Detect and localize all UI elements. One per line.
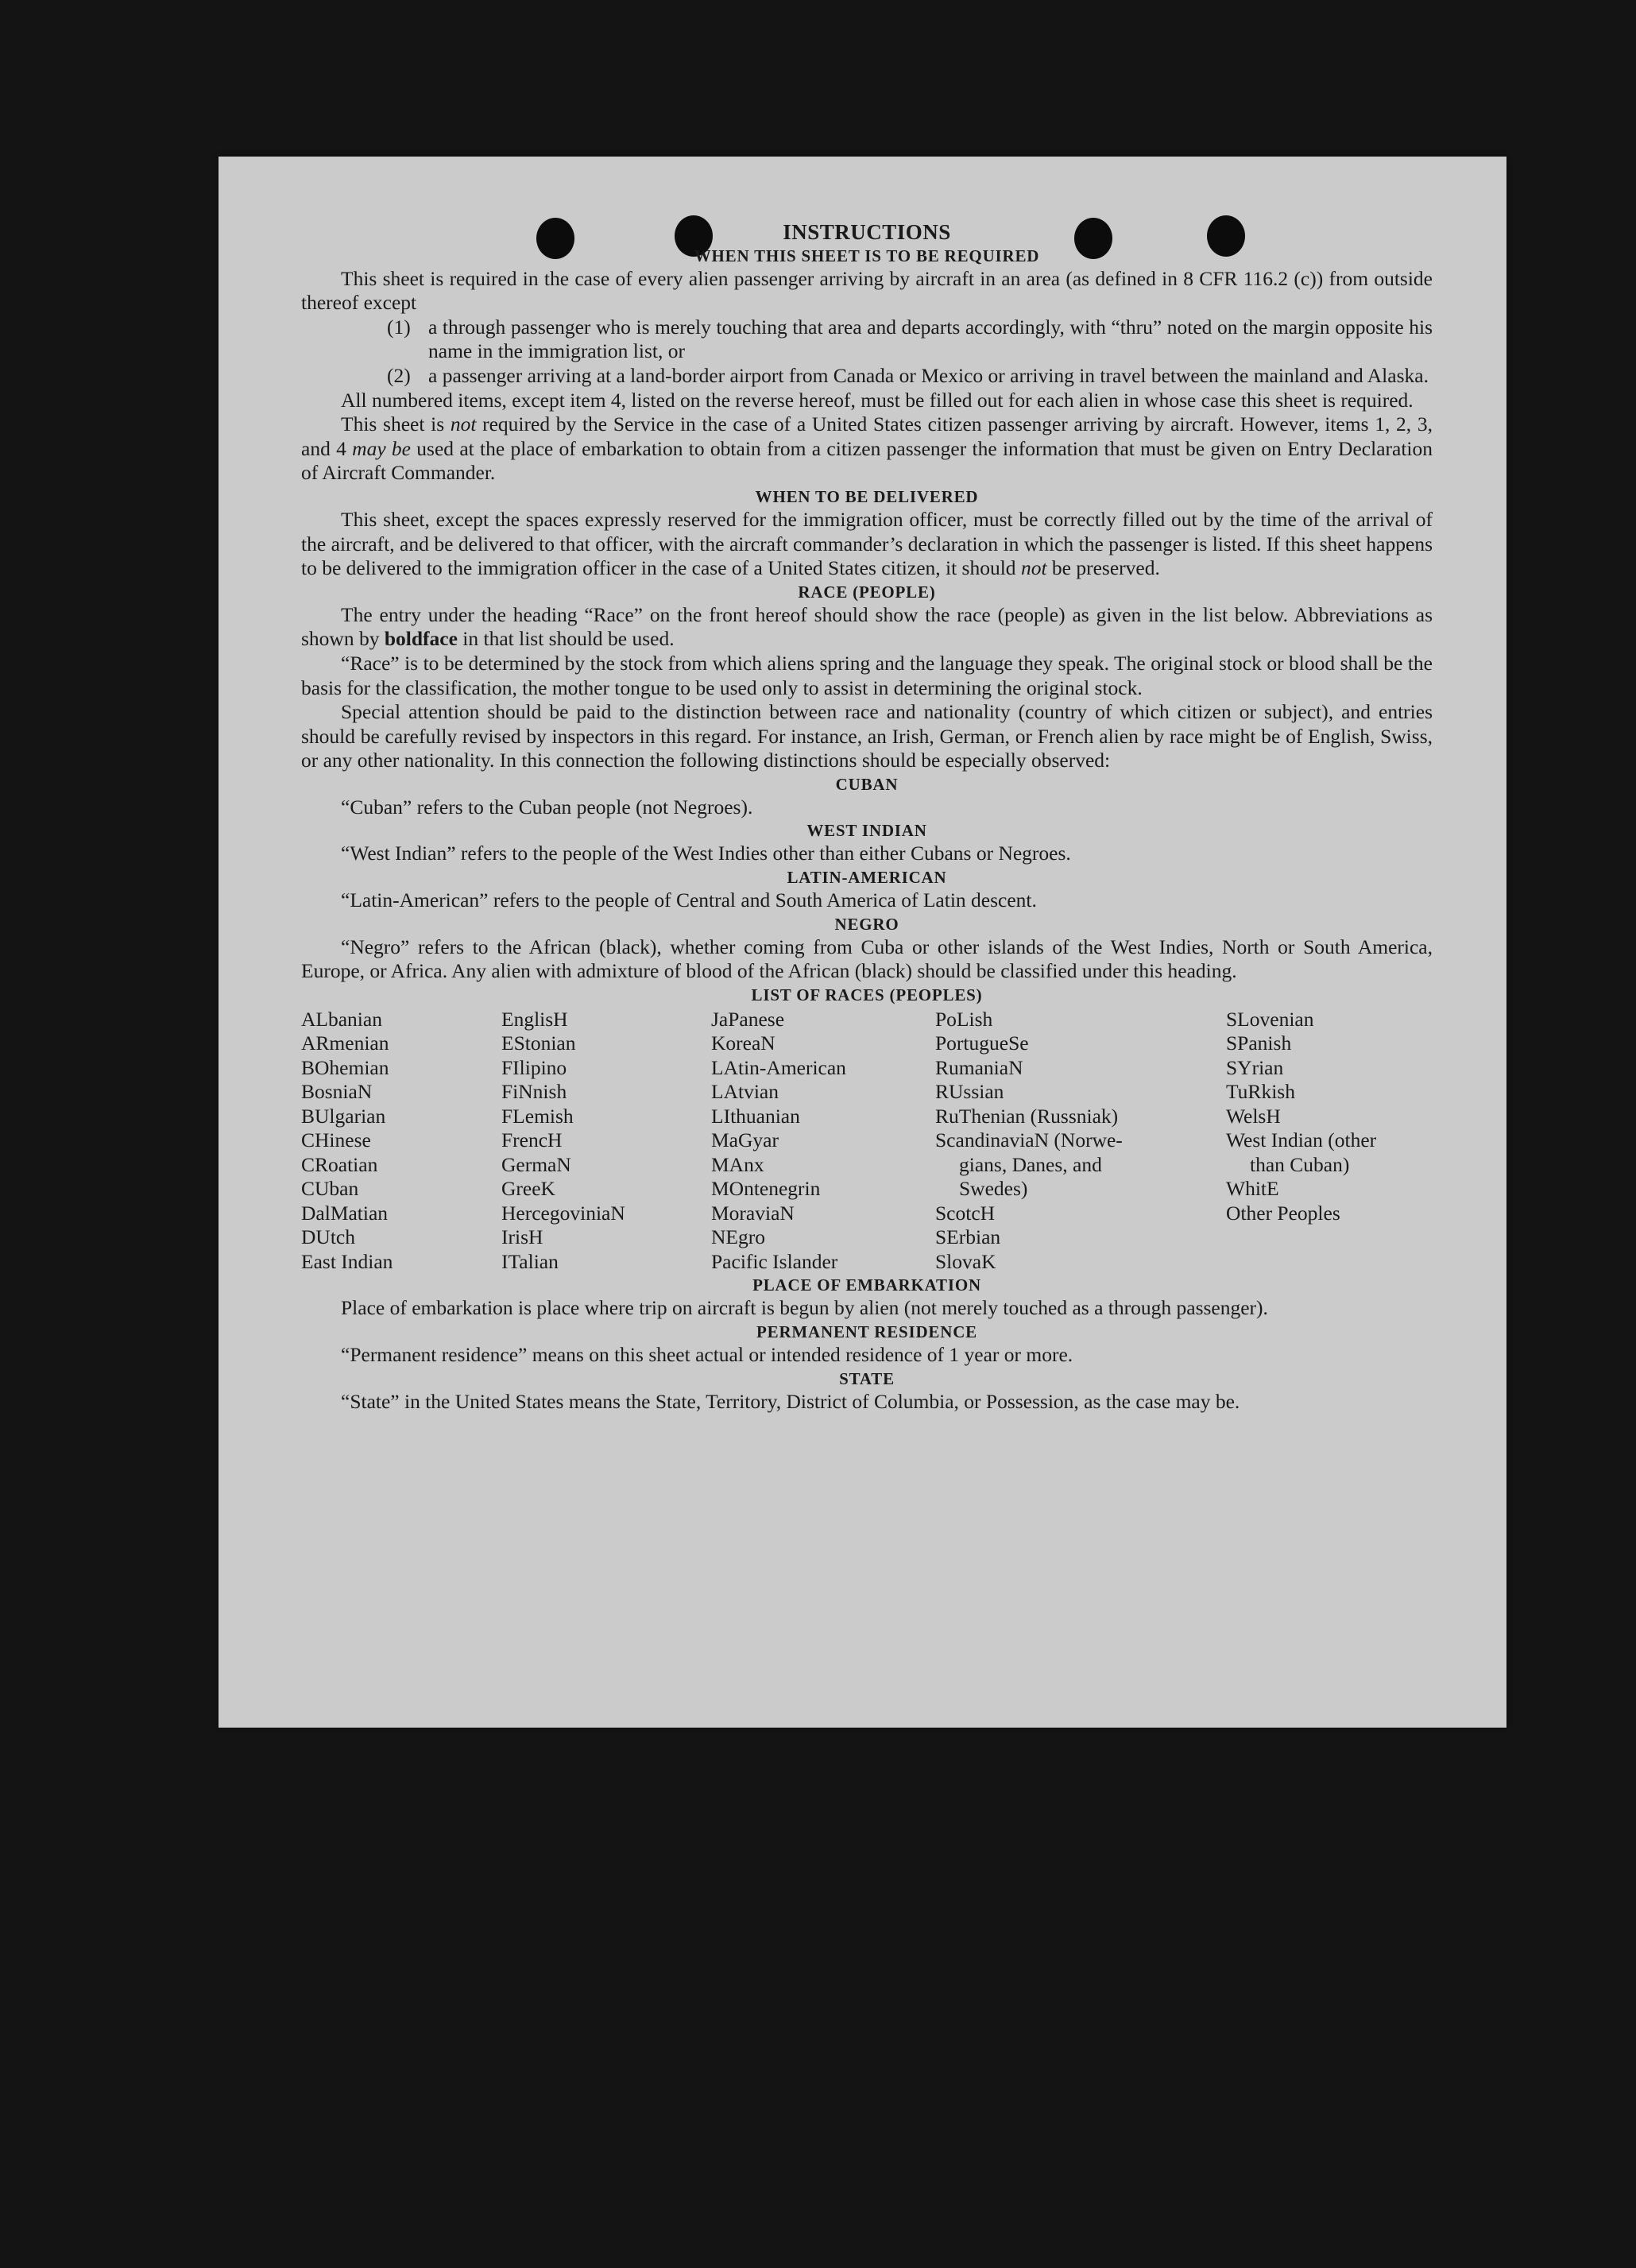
- race-entry: BOhemian: [301, 1055, 389, 1079]
- document-sheet: [219, 157, 1506, 1728]
- race-paragraph: The entry under the heading “Race” on the front hereof should show the race (people) as given in the list below. Abbreviations as shown by boldface in that list should be used.: [301, 602, 1433, 651]
- races-column: [1226, 1008, 1433, 1275]
- race-entry: BUlgarian: [301, 1104, 386, 1128]
- race-entry: RuThenian (Russniak): [935, 1104, 1119, 1128]
- required-paragraph: All numbered items, except item 4, listed on the reverse hereof, must be filled out for each alien in whose case this sheet is required.: [341, 388, 1414, 412]
- race-entry: SPanish: [1226, 1031, 1292, 1055]
- race-entry-continued: Swedes): [959, 1177, 1028, 1201]
- race-entry-continued: gians, Danes, and: [959, 1152, 1102, 1176]
- section-heading-required: WHEN THIS SHEET IS TO BE REQUIRED: [694, 246, 1040, 265]
- section-heading-negro: NEGRO: [834, 914, 899, 934]
- race-entry: FiNnish: [501, 1080, 567, 1104]
- race-entry: MoraviaN: [711, 1201, 795, 1225]
- race-entry: ScotcH: [935, 1201, 996, 1225]
- race-entry: GreeK: [501, 1177, 555, 1201]
- races-table: [301, 1008, 1433, 1275]
- race-entry: NEgro: [711, 1225, 765, 1249]
- required-intro: This sheet is required in the case of every alien passenger arriving by aircraft in an area (as defined in 8 CFR 116.2 (c)) from outside thereof except: [301, 266, 1433, 315]
- race-entry: FIlipino: [501, 1055, 567, 1079]
- race-entry: ALbanian: [301, 1007, 382, 1031]
- race-entry: LAtin-American: [711, 1055, 846, 1079]
- races-column: [711, 1008, 935, 1275]
- race-entry: CUban: [301, 1177, 359, 1201]
- cuban-text: “Cuban” refers to the Cuban people (not Negroes).: [341, 795, 753, 819]
- embarkation-text: Place of embarkation is place where trip on aircraft is begun by alien (not merely touched as a through passenger).: [341, 1296, 1268, 1320]
- section-heading-races-list: LIST OF RACES (PEOPLES): [751, 985, 983, 1004]
- race-entry: MAnx: [711, 1152, 764, 1176]
- section-heading-embarkation: PLACE OF EMBARKATION: [752, 1275, 981, 1295]
- race-entry: DalMatian: [301, 1201, 389, 1225]
- race-paragraph: “Race” is to be determined by the stock from which aliens spring and the language they speak. The original stock or blood shall be the basis for the classification, the mother tongue to be used only to assist in determining the original stock.: [301, 651, 1433, 699]
- races-column: [301, 1008, 501, 1275]
- item-text: a passenger arriving at a land-border airport from Canada or Mexico or arriving in travel between the mainland and Alaska.: [428, 363, 1429, 387]
- section-heading-race: RACE (PEOPLE): [798, 582, 936, 602]
- section-heading-state: STATE: [839, 1368, 895, 1388]
- delivered-paragraph: This sheet, except the spaces expressly reserved for the immigration officer, must be correctly filled out by the time of the arrival of the aircraft, and be delivered to that officer, with the aircraft commander’s declaration in which the passenger is listed. If this sheet happens to be delivered to the immigration officer in the case of a United States citizen, it should not be preserved.: [301, 507, 1433, 580]
- race-entry: ARmenian: [301, 1031, 389, 1055]
- race-entry: MaGyar: [711, 1128, 779, 1152]
- section-heading-delivered: WHEN TO BE DELIVERED: [755, 486, 979, 506]
- section-heading-cuban: CUBAN: [835, 774, 899, 794]
- race-entry: EnglisH: [501, 1007, 568, 1031]
- negro-text: “Negro” refers to the African (black), whether coming from Cuba or other islands of the West Indies, North or South America, Europe, or Africa. Any alien with admixture of blood of the African (black) should be classified under this heading.: [301, 935, 1433, 983]
- race-entry: SlovaK: [935, 1249, 996, 1273]
- required-paragraph-citizen: This sheet is not required by the Service in the case of a United States citizen passenger arriving by aircraft. However, items 1, 2, 3, and 4 may be used at the place of embarkation to obtain from a citizen passenger the information that must be given on Entry Declaration of Aircraft Commander.: [301, 412, 1433, 485]
- race-entry: LAtvian: [711, 1080, 779, 1104]
- race-entry: GermaN: [501, 1152, 571, 1176]
- section-heading-latin-american: LATIN-AMERICAN: [787, 868, 947, 888]
- race-entry: SErbian: [935, 1225, 1001, 1249]
- item-text: a through passenger who is merely touching that area and departs accordingly, with “thru” noted on the margin opposite his name in the immigration list, or: [428, 315, 1433, 363]
- exception-item: [301, 315, 1433, 364]
- residence-text: “Permanent residence” means on this sheet actual or intended residence of 1 year or more.: [341, 1342, 1073, 1366]
- race-entry: MOntenegrin: [711, 1177, 821, 1201]
- item-number: (1): [387, 315, 411, 339]
- races-column: [501, 1008, 711, 1275]
- race-entry: JaPanese: [711, 1007, 785, 1031]
- item-number: (2): [387, 363, 411, 387]
- race-entry: CHinese: [301, 1128, 371, 1152]
- race-paragraph: Special attention should be paid to the distinction between race and nationality (country of which citizen or subject), and entries should be carefully revised by inspectors in this regard. For instance, an Irish, German, or French alien by race might be of English, Swiss, or any other nationality. In this connection the following distinctions should be especially observed:: [301, 700, 1433, 772]
- race-entry: Other Peoples: [1226, 1201, 1340, 1225]
- race-entry: BosniaN: [301, 1080, 373, 1104]
- race-entry: CRoatian: [301, 1152, 378, 1176]
- race-entry: East Indian: [301, 1249, 393, 1273]
- race-entry: FLemish: [501, 1104, 574, 1128]
- race-entry: WhitE: [1226, 1177, 1279, 1201]
- race-entry: WelsH: [1226, 1104, 1281, 1128]
- race-entry: West Indian (other: [1226, 1128, 1377, 1152]
- section-heading-west-indian: WEST INDIAN: [806, 821, 927, 841]
- instructions-content: [301, 220, 1433, 1414]
- race-entry-continued: than Cuban): [1250, 1152, 1350, 1176]
- race-entry: PoLish: [935, 1007, 993, 1031]
- race-entry: FrencH: [501, 1128, 563, 1152]
- race-entry: DUtch: [301, 1225, 355, 1249]
- state-text: “State” in the United States means the State, Territory, District of Columbia, or Possession, as the case may be.: [341, 1389, 1240, 1413]
- exception-item: [301, 364, 1433, 389]
- race-entry: RumaniaN: [935, 1055, 1023, 1079]
- race-entry: TuRkish: [1226, 1080, 1295, 1104]
- race-entry: PortugueSe: [935, 1031, 1029, 1055]
- west-indian-text: “West Indian” refers to the people of the West Indies other than either Cubans or Negroes.: [341, 842, 1071, 865]
- race-entry: SYrian: [1226, 1055, 1284, 1079]
- race-entry: HercegoviniaN: [501, 1201, 625, 1225]
- race-entry: SLovenian: [1226, 1007, 1314, 1031]
- page-title: INSTRUCTIONS: [783, 220, 951, 244]
- section-heading-residence: PERMANENT RESIDENCE: [756, 1322, 977, 1341]
- latin-american-text: “Latin-American” refers to the people of Central and South America of Latin descent.: [341, 888, 1037, 912]
- races-column: [935, 1008, 1226, 1275]
- race-entry: IrisH: [501, 1225, 543, 1249]
- race-entry: ScandinaviaN (Norwe-: [935, 1128, 1123, 1152]
- race-entry: Pacific Islander: [711, 1249, 838, 1273]
- race-entry: RUssian: [935, 1080, 1004, 1104]
- race-entry: KoreaN: [711, 1031, 775, 1055]
- race-entry: EStonian: [501, 1031, 576, 1055]
- race-entry: LIthuanian: [711, 1104, 800, 1128]
- race-entry: ITalian: [501, 1249, 559, 1273]
